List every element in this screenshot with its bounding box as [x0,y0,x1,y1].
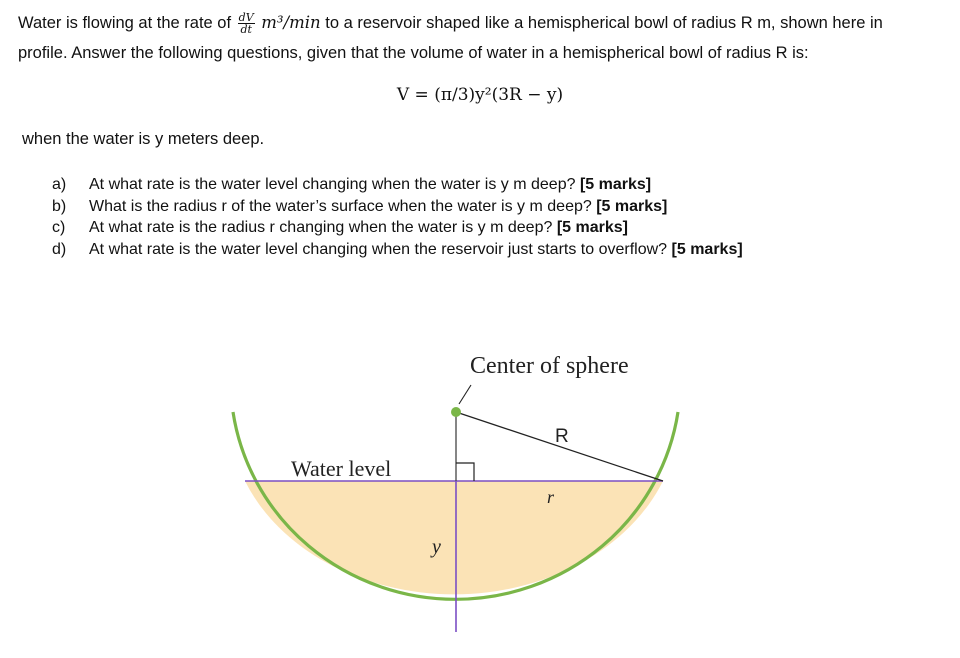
question-marks: [5 marks] [596,197,668,215]
intro-part-1: Water is flowing at the rate of [18,14,232,32]
right-angle-marker [456,463,474,481]
depth-note: when the water is y meters deep. [22,130,265,148]
radius-label: R [555,426,569,447]
rate-unit: m³/min [261,13,321,32]
center-pointer-line [459,385,471,404]
question-label: a) [52,176,67,193]
question-marks: [5 marks] [579,176,652,193]
question-text: At what rate is the radius r changing when the water is y m deep? [89,219,553,236]
surface-radius-label: r [547,487,555,507]
question-text: At what rate is the water level changing when the reservoir just starts to overflow? [89,240,668,258]
question-text: At what rate is the water level changing when the water is y m deep? [89,176,576,193]
question-marks: [5 marks] [556,219,628,236]
question-text: What is the radius r of the water’s surface when the water is y m deep? [89,197,592,215]
depth-label: y [432,536,441,558]
question-label: c) [52,219,66,236]
water-level-label: Water level [291,456,392,481]
intro-line-2: profile. Answer the following questions, given that the volume of water in a hemispherical bowl of radius R is: [18,44,809,62]
intro-part-2: to a reservoir shaped like a hemispherical bowl of radius R m, shown here in [325,14,883,32]
question-marks: [5 marks] [671,240,743,258]
center-of-sphere-label: Center of sphere [470,353,629,379]
question-label: b) [52,197,67,215]
rate-numerator: dV [238,11,254,25]
question-label: d) [52,240,67,258]
volume-formula: V = (π/3)y²(3R − y) [396,85,564,105]
water-region [245,481,663,594]
rate-denominator: dt [240,23,252,37]
center-point [451,407,461,417]
